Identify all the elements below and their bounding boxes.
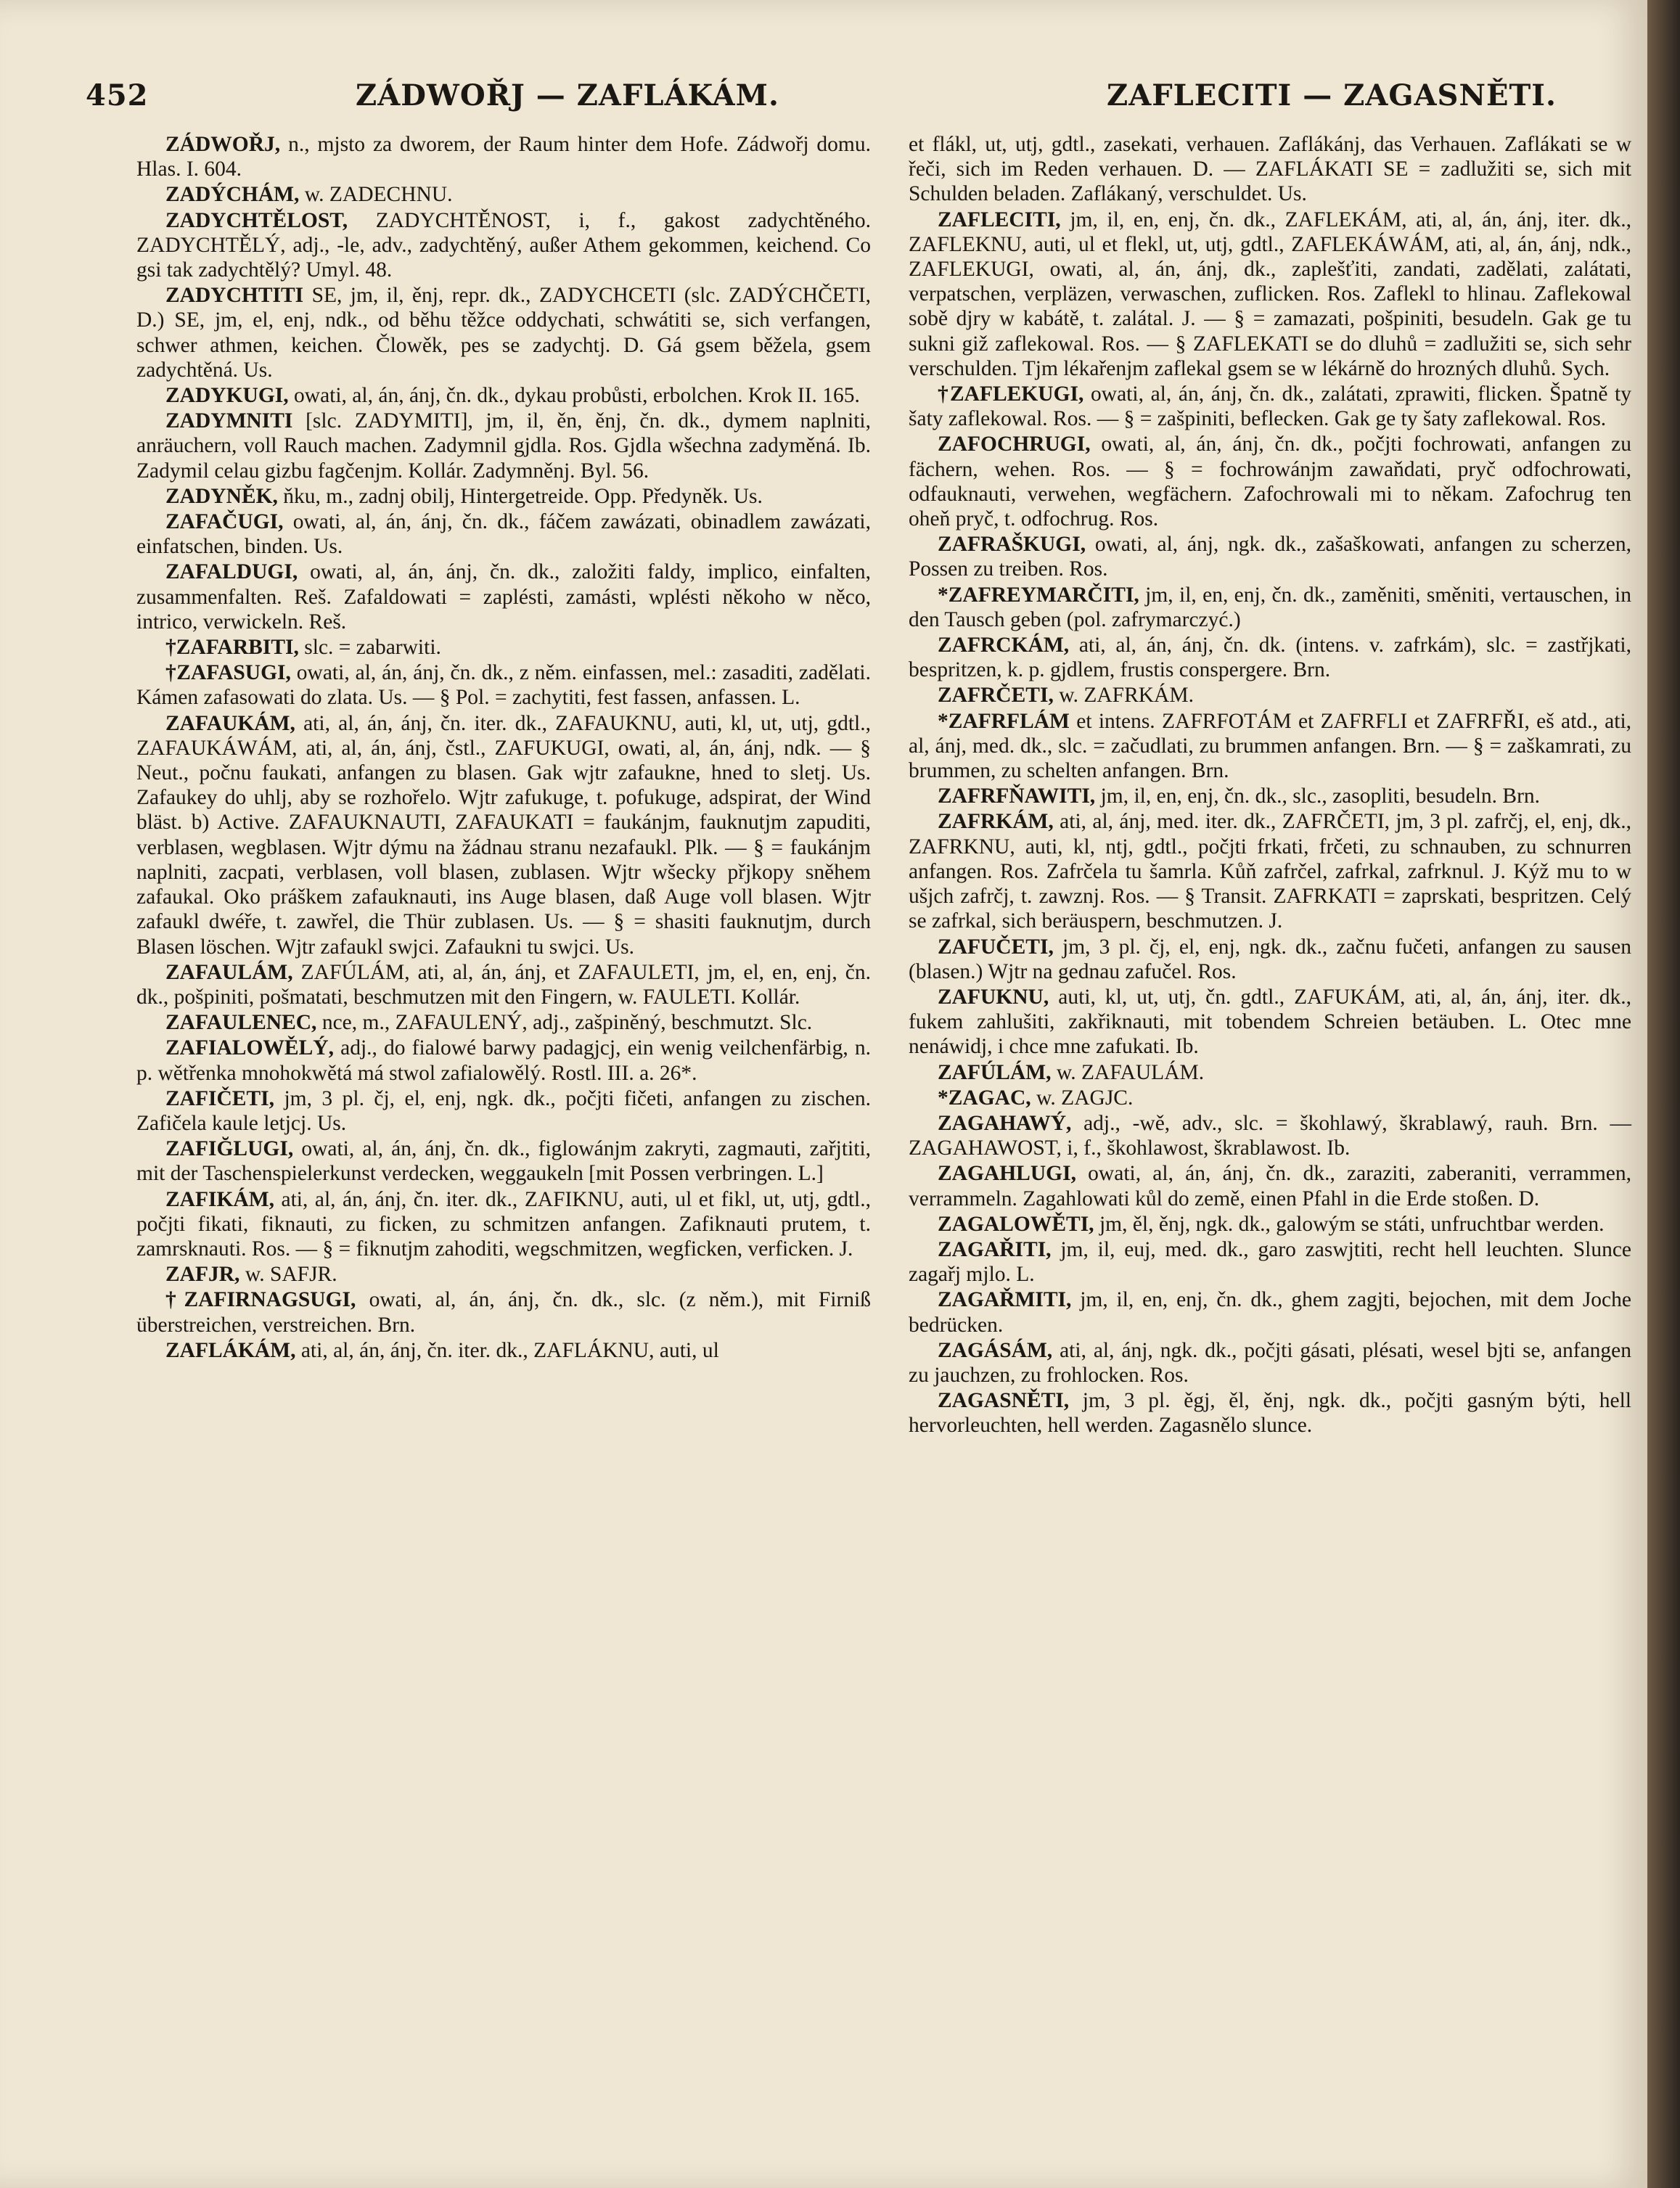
entry-headword: *ZAFREYMARČITI, xyxy=(938,583,1139,607)
running-head-left: ZÁDWOŘJ — ZAFLÁKÁM. xyxy=(356,78,779,112)
dictionary-entry xyxy=(136,383,871,408)
dictionary-entry xyxy=(909,784,1631,808)
dictionary-entry xyxy=(909,985,1631,1060)
entry-text: owati, al, án, ánj, čn. dk., fáčem zawázati, obinadlem zawázati, einfatschen, binden. Us. xyxy=(136,510,871,559)
dictionary-entry xyxy=(136,283,871,382)
entry-text: owati, al, án, ánj, čn. dk., zalátati, zprawiti, flicken. Špatně ty šaty zaflekowal. Ros. — § = zašpiniti, beflecken. Gak ge ty šaty zaflekowal. Ros. xyxy=(909,382,1631,431)
dictionary-entry xyxy=(909,583,1631,632)
entry-text: owati, al, án, ánj, čn. dk., figlowánjm zakryti, zagmauti, zařjtiti, mit der Taschenspielerkunst verdecken, weggaukeln [mit Possen verbringen. L.] xyxy=(136,1137,872,1186)
entry-text: w. ZAGJC. xyxy=(1036,1086,1134,1110)
entry-text: owati, al, án, ánj, čn. dk., slc. (z něm.), mit Firniß überstreichen, verstreichen. Brn. xyxy=(136,1288,871,1337)
dictionary-entry xyxy=(909,1388,1631,1438)
entry-text: ati, al, ánj, ngk. dk., počjti gásati, plésati, wesel bjti se, anfangen zu jauchzen, zu frohlocken. Ros. xyxy=(909,1338,1632,1387)
dictionary-entry xyxy=(909,935,1631,984)
dictionary-entry xyxy=(909,1161,1631,1210)
dictionary-entry xyxy=(909,633,1631,682)
dictionary-entry xyxy=(136,409,871,483)
dictionary-entry xyxy=(909,683,1631,708)
entry-headword: ZAFRAŠKUGI, xyxy=(938,533,1086,557)
book-edge xyxy=(1647,0,1680,2188)
dictionary-entry xyxy=(136,1338,871,1363)
dictionary-entry xyxy=(136,1287,871,1337)
entry-text: jm, il, en, enj, čn. dk., ghem zagjti, bejochen, mit dem Joche bedrücken. xyxy=(909,1288,1631,1337)
dictionary-entry xyxy=(136,1036,871,1085)
entry-text: ati, al, án, ánj, čn. iter. dk., ZAFIKNU, auti, ul et fikl, ut, utj, gdtl., počjti fikati, fiknauti, zu ficken, zu schmitzen anfangen. Zafiknauti prutem, t. zamrsknauti. Ros. — § = fiknutjm zahoditi, wegschmitzen, wegficken, verficken. J. xyxy=(136,1187,871,1261)
entry-headword: ZAFIČETI, xyxy=(165,1086,274,1110)
dictionary-entry xyxy=(136,1010,871,1035)
entry-headword: ZAFAUKÁM, xyxy=(165,711,295,735)
right-column xyxy=(909,132,1631,1439)
dictionary-entry xyxy=(136,1086,871,1136)
entry-text: nce, m., ZAFAULENÝ, adj., zašpiněný, beschmutzt. Slc. xyxy=(321,1011,813,1035)
entry-text: w. ZAFRKÁM. xyxy=(1059,684,1194,708)
dictionary-entry xyxy=(136,560,871,634)
entry-headword: *ZAGAC, xyxy=(938,1086,1031,1110)
dictionary-entry xyxy=(136,182,871,207)
dictionary-entry xyxy=(909,709,1631,784)
entry-text: ati, al, ánj, med. iter. dk., ZAFRČETI, jm, 3 pl. zafrčj, el, enj, dk., ZAFRKNU, auti, kl, ntj, gdtl., počjti frkati, frčeti, zu schnauben, zu schnurren anfangen. Ros. Zafrčela tu šamrla. Kůň zafrčel, zafrkal, zafrknul. J. Kýž mu to w ušjch zafrčj, t. zawznj. Ros. — § Transit. ZAFRKATI = zaprskati, bespritzen. Celý se zafrkal, sich beräuspern, beschmutzen. J. xyxy=(909,810,1632,933)
entry-text: owati, al, án, ánj, čn. dk., z něm. einfassen, mel.: zasaditi, zadělati. Kámen zafasowati do zlata. Us. — § Pol. = zachytiti, fest fassen, anfassen. L. xyxy=(136,661,871,710)
dictionary-entry xyxy=(136,1187,871,1262)
entry-headword: ZAFRFŇAWITI, xyxy=(938,784,1096,808)
entry-headword: ZADYCHTĚLOST, xyxy=(165,208,348,232)
entry-headword: ZADYCHTITI xyxy=(165,284,304,308)
dictionary-entry xyxy=(136,1136,871,1186)
dictionary-entry xyxy=(136,208,871,283)
entry-headword: ZAGAŘITI, xyxy=(938,1237,1052,1261)
entry-text: jm, il, en, enj, čn. dk., slc., zasopliti, besudeln. Brn. xyxy=(1100,784,1541,808)
entry-headword: ZAFLECITI, xyxy=(938,208,1061,231)
dictionary-entry xyxy=(909,809,1631,933)
dictionary-entry xyxy=(136,132,871,181)
entry-text: n., mjsto za dworem, der Raum hinter dem Hofe. Zádwořj domu. Hlas. I. 604. xyxy=(136,133,871,181)
entry-headword: †ZAFIRNAGSUGI, xyxy=(165,1288,356,1312)
entry-text: adj., do fialowé barwy padagjcj, ein wenig veilchenfärbig, n. p. wětřenka mnohokwětá má stwol zafialowělý. Rostl. III. a. 26*. xyxy=(136,1036,872,1085)
entry-text: owati, al, án, ánj, čn. dk., počjti fochrowati, anfangen zu fächern, wehen. Ros. — § = fochrowánjm zawaňdati, pryč odfochrowati, odfauknauti, verwehen, wegfächern. Zafochrowali mi to někam. Zafochrug ten oheň pryč, t. odfochrug. Ros. xyxy=(909,433,1632,531)
dictionary-entry xyxy=(909,432,1631,531)
dictionary-entry xyxy=(909,1086,1631,1110)
entry-headword: ZAFIKÁM, xyxy=(165,1187,274,1211)
entry-text: SE, jm, il, ěnj, repr. dk., ZADYCHCETI (slc. ZADÝCHČETI, D.) SE, jm, el, enj, ndk., od běhu těžce oddychati, schwátiti se, sich verfangen, schwer athmen, keichen. Člowěk, pes se zadychtj. D. Gá gsem běžela, gsem zadychtěná. Us. xyxy=(136,284,871,382)
entry-text: w. SAFJR. xyxy=(245,1263,337,1287)
dictionary-entry xyxy=(136,635,871,660)
entry-headword: ZADYMNITI xyxy=(165,409,293,433)
entry-headword: ZAFAULENEC, xyxy=(165,1011,317,1035)
dictionary-entry xyxy=(909,1111,1631,1160)
entry-headword: ZÁDWOŘJ, xyxy=(165,133,281,156)
entry-headword: ZAFRČETI, xyxy=(938,684,1054,708)
dictionary-entry xyxy=(136,960,871,1009)
entry-headword: ZAFJR, xyxy=(165,1263,240,1287)
dictionary-entry xyxy=(909,208,1631,381)
entry-headword: ZAFLÁKÁM, xyxy=(165,1338,296,1362)
dictionary-entry xyxy=(909,382,1631,431)
dictionary-entry xyxy=(136,1262,871,1287)
entry-text: et flákl, ut, utj, gdtl., zasekati, verhauen. Zaflákánj, das Verhauen. Zaflákati se w řeči, sich im Reden verhauen. D. — ZAFLÁKATI SE = zadlužiti se, sich mit Schulden beladen. Zaflákaný, verschuldet. Us. xyxy=(909,133,1631,206)
entry-text: ati, al, án, ánj, čn. dk. (intens. v. zafrkám), slc. = zastřjkati, bespritzen, k. p. gjdlem, frustis conspergere. Brn. xyxy=(909,634,1631,682)
entry-text: jm, ěl, ěnj, ngk. dk., galowým se státi, unfruchtbar werden. xyxy=(1099,1212,1605,1236)
dictionary-entry xyxy=(909,1060,1631,1085)
dictionary-entry xyxy=(136,711,871,959)
entry-headword: ZAFUKNU, xyxy=(938,985,1049,1009)
entry-headword: *ZAFRFLÁM xyxy=(938,709,1070,733)
entry-text: ZAFÚLÁM, ati, al, án, ánj, et ZAFAULETI, jm, el, en, enj, čn. dk., pošpiniti, pošmatati, beschmutzen mit den Fingern, w. FAULETI. Kollár. xyxy=(136,960,871,1009)
entry-text: jm, 3 pl. ěgj, ěl, ěnj, ngk. dk., počjti gasným býti, hell hervorleuchten, hell werden. Zagasnělo slunce. xyxy=(909,1389,1631,1438)
entry-headword: ZAFOCHRUGI, xyxy=(938,433,1091,456)
entry-text: ati, al, án, ánj, čn. iter. dk., ZAFLÁKNU, auti, ul xyxy=(300,1338,719,1362)
entry-text: [slc. ZADYMITI], jm, il, ěn, ěnj, čn. dk., dymem naplniti, anräuchern, voll Rauch machen. Zadymnil gjdla. Ros. Gjdla wšechna zadyměná. Ib. Zadymil celau gizbu fagčenjm. Kollár. Zadymněnj. Byl. 56. xyxy=(136,409,872,483)
dictionary-entry xyxy=(136,660,871,710)
entry-headword: ZADYNĚK, xyxy=(165,484,278,508)
entry-text: owati, al, án, ánj, čn. dk., založiti faldy, implico, einfalten, zusammenfalten. Reš. Zafaldowati = zaplésti, zamásti, wplésti někoho w něco, intrico, verwickeln. Reš. xyxy=(136,560,872,634)
entry-headword: ZAFAULÁM, xyxy=(165,960,293,984)
entry-text: ati, al, án, ánj, čn. iter. dk., ZAFAUKNU, auti, kl, ut, utj, gdtl., ZAFAUKÁWÁM, ati, al, án, ánj, čstl., ZAFUKUGI, owati, al, án, ánj, ndk. — § Neut., počnu faukati, anfangen zu blasen. Gak wjtr zafaukne, hned to sletj. Us. Zafaukey do uhlj, aby se rozhořelo. Wjtr zafukuge, t. pofukuge, adspirat, der Wind bläst. b) Active. ZAFAUKNAUTI, ZAFAUKATI = faukánjm, fauknutjm zapuditi, verblasen, wegblasen. Wjtr dýmu na žádnau stranu nezafaukl. Plk. — § = faukánjm naplniti, zacpati, verblasen, voll blasen, zublasen. Wjtr wšecky přjkopy sněhem zafaukal. Oko práškem zafauknauti, ins Auge blasen, daß Auge voll blasen. Wjtr zafaukl dwéře, t. zawřel, die Thür zublasen. Us. — § = shasiti fauknutjm, durch Blasen löschen. Wjtr zafaukl swjci. Zafaukni tu swjci. Us. xyxy=(136,711,872,959)
entry-text: adj., -wě, adv., slc. = škohlawý, škrablawý, rauh. Brn. — ZAGAHAWOST, i, f., škohlawost, škrablawost. Ib. xyxy=(909,1111,1631,1160)
entry-headword: ZAGAŘMITI, xyxy=(938,1288,1072,1312)
entry-text: auti, kl, ut, utj, čn. gdtl., ZAFUKÁM, ati, al, án, ánj, iter. dk., fukem zahlušiti, zakřiknauti, mit tobendem Schreien betäuben. L. Otec mne nenáwidj, i chce mne zafukati. Ib. xyxy=(909,985,1632,1059)
entry-text: w. ZAFAULÁM. xyxy=(1056,1060,1205,1084)
dictionary-entry xyxy=(909,1212,1631,1237)
dictionary-entry xyxy=(136,484,871,509)
dictionary-entry xyxy=(909,132,1631,207)
entry-headword: ZAFIALOWĚLÝ, xyxy=(165,1036,334,1060)
entry-headword: ZAGALOWĚTI, xyxy=(938,1212,1094,1236)
entry-text: ZADYCHTĚNOST, i, f., gakost zadychtěného. ZADYCHTĚLÝ, adj., -le, adv., zadychtěný, außer Athem gekommen, keichend. Co gsi tak zadychtělý? Umyl. 48. xyxy=(136,208,872,282)
entry-headword: ZAGASNĚTI, xyxy=(938,1389,1070,1413)
entry-text: owati, al, ánj, ngk. dk., zašaškowati, anfangen zu scherzen, Possen zu treiben. Ros. xyxy=(909,533,1632,581)
entry-text: jm, il, en, enj, čn. dk., zaměniti, směniti, vertauschen, in den Tausch geben (pol. zafrymarczyć.) xyxy=(909,583,1631,631)
entry-headword: ZAFRKÁM, xyxy=(938,810,1054,834)
entry-headword: †ZAFLEKUGI, xyxy=(938,382,1084,406)
entry-text: et intens. ZAFRFOTÁM et ZAFRFLI et ZAFRFŘI, eš atd., ati, al, ánj, med. dk., slc. = začudlati, zu brummen anfangen. Brn. — § = zaškamrati, zu brummen, zu schelten anfangen. Brn. xyxy=(909,709,1632,783)
entry-headword: ZAFIĞLUGI, xyxy=(165,1137,294,1161)
entry-text: jm, il, euj, med. dk., garo zaswjtiti, recht hell leuchten. Slunce zagařj mjlo. L. xyxy=(909,1237,1632,1287)
dictionary-entry xyxy=(909,1287,1631,1337)
entry-headword: ZAFRCKÁM, xyxy=(938,634,1070,657)
entry-text: ňku, m., zadnj obilj, Hintergetreide. Opp. Předyněk. Us. xyxy=(283,484,763,508)
entry-headword: †ZAFARBITI, xyxy=(165,636,299,660)
entry-text: w. ZADECHNU. xyxy=(304,183,453,207)
dictionary-entry xyxy=(909,532,1631,581)
dictionary-entry xyxy=(909,1338,1631,1388)
entry-headword: ZADYKUGI, xyxy=(165,384,289,408)
entry-headword: ZADÝCHÁM, xyxy=(165,183,300,207)
entry-text: owati, al, án, ánj, čn. dk., dykau probůsti, erbolchen. Krok II. 165. xyxy=(294,384,860,408)
entry-text: owati, al, án, ánj, čn. dk., zaraziti, zaberaniti, verrammen, verrammeln. Zagahlowati kůl do země, einen Pfahl in die Erde stoßen. D. xyxy=(909,1162,1631,1210)
entry-text: slc. = zabarwiti. xyxy=(304,636,441,660)
entry-headword: ZAFÚLÁM, xyxy=(938,1060,1052,1084)
entry-text: jm, 3 pl. čj, el, enj, ngk. dk., počjti fičeti, anfangen zu zischen. Zafičela kaule letjcj. Us. xyxy=(136,1086,871,1135)
running-head-right: ZAFLECITI — ZAGASNĚTI. xyxy=(1107,78,1557,112)
entry-headword: ZAGAHAWÝ, xyxy=(938,1111,1072,1135)
entry-headword: †ZAFASUGI, xyxy=(165,661,291,685)
entry-headword: ZAFUČETI, xyxy=(938,935,1054,959)
left-column xyxy=(136,132,871,1364)
entry-headword: ZAGÁSÁM, xyxy=(938,1338,1053,1362)
dictionary-entry xyxy=(909,1237,1631,1287)
entry-text: jm, il, en, enj, čn. dk., ZAFLEKÁM, ati, al, án, ánj, iter. dk., ZAFLEKNU, auti, ul et flekl, ut, utj, gdtl., ZAFLEKÁWÁM, ati, al, án, ánj, ndk., ZAFLEKUGI, owati, al, án, ánj, dk., zaplešťiti, zandati, zadělati, zalátati, verpatschen, verpläzen, verwaschen, zuflicken. Ros. Zaflekl to hlinau. Zaflekowal sobě djry w kabátě, t. zalátal. J. — § = zamazati, pošpiniti, besudeln. Gak ge tu sukni giž zaflekowal. Ros. — § ZAFLEKATI se do dluhů = zadlužiti se, sich sehr verschulden. Tjm lékařenjm zaflekal gsem se w lékárně do hrozných dluhů. Sych. xyxy=(909,208,1631,380)
page-number: 452 xyxy=(86,78,149,112)
entry-headword: ZAFAČUGI, xyxy=(165,510,284,534)
entry-headword: ZAGAHLUGI, xyxy=(938,1162,1076,1186)
entry-text: jm, 3 pl. čj, el, enj, ngk. dk., začnu fučeti, anfangen zu sausen (blasen.) Wjtr na gednau zafučel. Ros. xyxy=(909,935,1631,983)
dictionary-entry xyxy=(136,509,871,559)
entry-headword: ZAFALDUGI, xyxy=(165,560,298,584)
